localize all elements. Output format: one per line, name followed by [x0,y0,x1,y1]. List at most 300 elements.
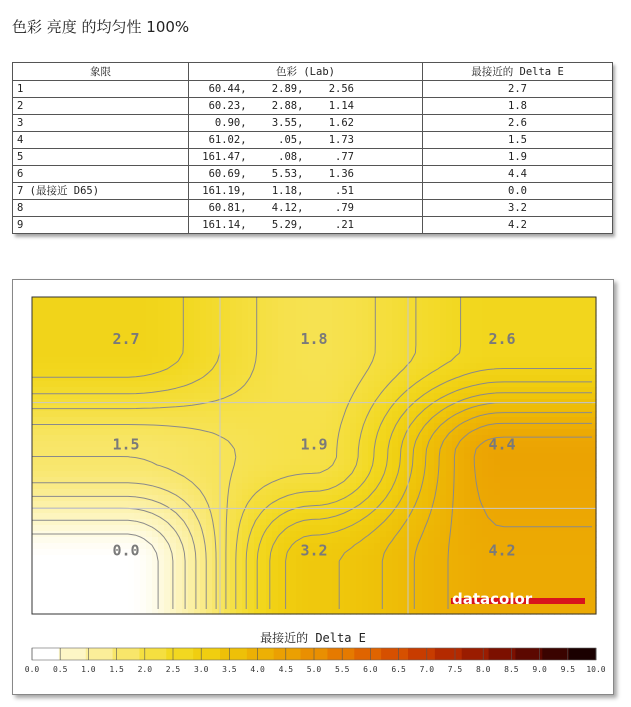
heatmap-pixel [464,423,471,430]
heatmap-pixel [314,429,321,436]
heatmap-pixel [446,315,453,322]
heatmap-pixel [458,297,465,304]
heatmap-pixel [38,417,45,424]
heatmap-pixel [392,513,399,520]
heatmap-pixel [410,561,417,568]
heatmap-pixel [554,471,561,478]
heatmap-pixel [518,537,525,544]
heatmap-pixel [278,555,285,562]
heatmap-pixel [98,345,105,352]
heatmap-pixel [344,393,351,400]
heatmap-pixel [248,597,255,604]
heatmap-pixel [566,531,573,538]
heatmap-pixel [44,333,51,340]
heatmap-pixel [86,573,93,580]
heatmap-pixel [62,357,69,364]
heatmap-pixel [506,567,513,574]
heatmap-pixel [566,501,573,508]
heatmap-pixel [80,441,87,448]
heatmap-pixel [212,561,219,568]
heatmap-pixel [542,555,549,562]
heatmap-pixel [74,465,81,472]
heatmap-pixel [578,315,585,322]
heatmap-pixel [248,543,255,550]
heatmap-pixel [566,375,573,382]
heatmap-pixel [56,429,63,436]
heatmap-pixel [170,351,177,358]
heatmap-pixel [140,531,147,538]
heatmap-pixel [266,495,273,502]
heatmap-pixel [410,531,417,538]
heatmap-pixel [302,429,309,436]
heatmap-pixel [398,459,405,466]
heatmap-pixel [260,567,267,574]
heatmap-pixel [560,531,567,538]
heatmap-pixel [464,345,471,352]
heatmap-pixel [326,381,333,388]
cell-lab: 60.23, 2.88, 1.14 [189,98,423,115]
heatmap-pixel [176,567,183,574]
heatmap-pixel [440,375,447,382]
heatmap-pixel [86,489,93,496]
lab-table [12,62,613,234]
heatmap-pixel [236,363,243,370]
heatmap-pixel [482,483,489,490]
heatmap-pixel [44,327,51,334]
heatmap-pixel [158,327,165,334]
heatmap-pixel [164,561,171,568]
heatmap-pixel [506,459,513,466]
heatmap-pixel [314,567,321,574]
heatmap-pixel [560,585,567,592]
heatmap-pixel [464,339,471,346]
heatmap-pixel [242,387,249,394]
heatmap-pixel [380,321,387,328]
cell-delta-e: 2.6 [423,115,613,132]
heatmap-pixel [536,495,543,502]
heatmap-pixel [476,321,483,328]
heatmap-pixel [260,561,267,568]
heatmap-pixel [62,549,69,556]
heatmap-pixel [482,453,489,460]
heatmap-pixel [368,585,375,592]
heatmap-pixel [260,405,267,412]
heatmap-pixel [494,351,501,358]
heatmap-pixel [224,585,231,592]
heatmap-pixel [98,561,105,568]
heatmap-pixel [518,327,525,334]
heatmap-pixel [428,303,435,310]
heatmap-pixel [518,435,525,442]
heatmap-pixel [188,603,195,610]
heatmap-pixel [98,369,105,376]
heatmap-pixel [554,339,561,346]
heatmap-pixel [128,603,135,610]
heatmap-pixel [62,369,69,376]
heatmap-pixel [182,411,189,418]
heatmap-pixel [254,411,261,418]
heatmap-pixel [524,345,531,352]
heatmap-pixel [332,489,339,496]
heatmap-pixel [266,339,273,346]
cell-lab: 60.44, 2.89, 2.56 [189,81,423,98]
heatmap-pixel [392,375,399,382]
heatmap-pixel [548,315,555,322]
heatmap-pixel [56,579,63,586]
heatmap-pixel [476,315,483,322]
heatmap-pixel [32,459,39,466]
heatmap-pixel [290,351,297,358]
heatmap-pixel [464,333,471,340]
heatmap-pixel [488,501,495,508]
heatmap-pixel [440,333,447,340]
heatmap-pixel [332,579,339,586]
heatmap-pixel [266,369,273,376]
heatmap-pixel [236,573,243,580]
heatmap-pixel [554,573,561,580]
heatmap-pixel [530,519,537,526]
heatmap-pixel [398,345,405,352]
heatmap-pixel [188,339,195,346]
heatmap-pixel [206,453,213,460]
heatmap-pixel [434,363,441,370]
heatmap-pixel [572,369,579,376]
cell-quadrant: 5 [13,149,189,166]
heatmap-pixel [488,471,495,478]
heatmap-pixel [362,381,369,388]
heatmap-pixel [56,471,63,478]
heatmap-pixel [470,573,477,580]
heatmap-pixel [560,435,567,442]
heatmap-pixel [278,447,285,454]
heatmap-pixel [584,429,591,436]
heatmap-pixel [560,321,567,328]
heatmap-pixel [74,459,81,466]
heatmap-pixel [344,363,351,370]
heatmap-pixel [248,423,255,430]
table-row [13,132,613,149]
heatmap-pixel [578,393,585,400]
heatmap-pixel [266,351,273,358]
heatmap-pixel [542,501,549,508]
heatmap-pixel [200,561,207,568]
heatmap-pixel [404,453,411,460]
heatmap-pixel [38,387,45,394]
heatmap-pixel [566,417,573,424]
heatmap-pixel [458,525,465,532]
heatmap-pixel [254,453,261,460]
heatmap-pixel [320,387,327,394]
heatmap-pixel [566,555,573,562]
heatmap-pixel [44,591,51,598]
heatmap-pixel [386,351,393,358]
heatmap-pixel [536,375,543,382]
heatmap-pixel [506,375,513,382]
heatmap-pixel [98,417,105,424]
heatmap-pixel [440,465,447,472]
heatmap-pixel [32,483,39,490]
heatmap-pixel [440,603,447,610]
heatmap-pixel [536,519,543,526]
heatmap-pixel [128,297,135,304]
heatmap-pixel [464,543,471,550]
heatmap-pixel [86,333,93,340]
heatmap-pixel [416,333,423,340]
heatmap-pixel [542,567,549,574]
heatmap-pixel [272,459,279,466]
heatmap-pixel [464,351,471,358]
heatmap-pixel [158,555,165,562]
heatmap-pixel [428,453,435,460]
heatmap-pixel [140,513,147,520]
heatmap-pixel [326,417,333,424]
heatmap-pixel [308,579,315,586]
heatmap-pixel [524,453,531,460]
heatmap-pixel [368,591,375,598]
heatmap-pixel [362,297,369,304]
heatmap-pixel [158,537,165,544]
heatmap-pixel [530,447,537,454]
heatmap-pixel [560,477,567,484]
heatmap-pixel [104,567,111,574]
heatmap-pixel [44,549,51,556]
heatmap-pixel [170,321,177,328]
heatmap-pixel [224,459,231,466]
heatmap-pixel [404,303,411,310]
heatmap-pixel [344,465,351,472]
heatmap-pixel [212,465,219,472]
heatmap-pixel [230,501,237,508]
heatmap-pixel [344,603,351,610]
heatmap-pixel [446,567,453,574]
heatmap-pixel [32,465,39,472]
heatmap-pixel [278,519,285,526]
heatmap-pixel [380,345,387,352]
heatmap-pixel [278,531,285,538]
heatmap-pixel [572,501,579,508]
heatmap-pixel [80,423,87,430]
heatmap-pixel [506,351,513,358]
heatmap-pixel [404,321,411,328]
heatmap-pixel [260,453,267,460]
heatmap-pixel [86,369,93,376]
heatmap-pixel [428,339,435,346]
heatmap-pixel [212,387,219,394]
heatmap-pixel [356,417,363,424]
heatmap-pixel [164,555,171,562]
heatmap-pixel [374,519,381,526]
heatmap-pixel [218,525,225,532]
heatmap-pixel [356,525,363,532]
heatmap-pixel [434,537,441,544]
heatmap-pixel [320,453,327,460]
heatmap-pixel [572,543,579,550]
heatmap-pixel [140,297,147,304]
heatmap-pixel [512,405,519,412]
heatmap-pixel [158,357,165,364]
heatmap-pixel [104,561,111,568]
heatmap-pixel [44,351,51,358]
heatmap-pixel [362,483,369,490]
heatmap-pixel [500,453,507,460]
heatmap-pixel [230,423,237,430]
heatmap-pixel [164,333,171,340]
heatmap-pixel [374,585,381,592]
heatmap-pixel [560,537,567,544]
heatmap-pixel [284,555,291,562]
heatmap-pixel [458,309,465,316]
heatmap-pixel [206,579,213,586]
heatmap-pixel [206,381,213,388]
heatmap-pixel [278,315,285,322]
heatmap-pixel [560,483,567,490]
heatmap-pixel [92,339,99,346]
heatmap-pixel [374,357,381,364]
heatmap-pixel [146,303,153,310]
heatmap-pixel [566,435,573,442]
heatmap-pixel [284,573,291,580]
heatmap-pixel [452,459,459,466]
heatmap-pixel [194,351,201,358]
heatmap-pixel [350,405,357,412]
heatmap-pixel [554,297,561,304]
heatmap-pixel [206,411,213,418]
heatmap-pixel [398,327,405,334]
heatmap-pixel [38,333,45,340]
heatmap-pixel [308,387,315,394]
heatmap-pixel [140,321,147,328]
heatmap-pixel [284,417,291,424]
heatmap-pixel [434,531,441,538]
heatmap-pixel [140,327,147,334]
cell-delta-e: 1.5 [423,132,613,149]
heatmap-pixel [272,351,279,358]
heatmap-pixel [578,483,585,490]
heatmap-pixel [554,561,561,568]
heatmap-pixel [128,465,135,472]
heatmap-pixel [566,441,573,448]
heatmap-pixel [530,441,537,448]
heatmap-pixel [290,429,297,436]
heatmap-pixel [278,483,285,490]
heatmap-pixel [92,423,99,430]
heatmap-pixel [584,435,591,442]
heatmap-pixel [116,465,123,472]
heatmap-pixel [74,375,81,382]
heatmap-pixel [230,369,237,376]
heatmap-pixel [188,501,195,508]
heatmap-pixel [122,303,129,310]
heatmap-pixel [110,585,117,592]
heatmap-pixel [584,375,591,382]
heatmap-pixel [104,387,111,394]
heatmap-pixel [98,315,105,322]
heatmap-pixel [398,585,405,592]
heatmap-pixel [188,495,195,502]
heatmap-pixel [332,561,339,568]
heatmap-pixel [212,567,219,574]
heatmap-pixel [212,525,219,532]
heatmap-pixel [134,321,141,328]
heatmap-pixel [98,339,105,346]
heatmap-pixel [158,345,165,352]
heatmap-pixel [344,591,351,598]
heatmap-pixel [248,459,255,466]
heatmap-pixel [440,501,447,508]
heatmap-pixel [422,471,429,478]
heatmap-pixel [446,429,453,436]
heatmap-pixel [452,369,459,376]
heatmap-pixel [302,477,309,484]
heatmap-pixel [584,345,591,352]
heatmap-pixel [260,387,267,394]
heatmap-pixel [176,393,183,400]
heatmap-pixel [548,303,555,310]
heatmap-pixel [104,363,111,370]
heatmap-pixel [236,333,243,340]
heatmap-pixel [332,339,339,346]
heatmap-pixel [404,417,411,424]
heatmap-pixel [470,453,477,460]
heatmap-pixel [284,369,291,376]
heatmap-pixel [32,411,39,418]
heatmap-pixel [32,303,39,310]
heatmap-pixel [296,351,303,358]
heatmap-pixel [404,441,411,448]
heatmap-pixel [56,303,63,310]
heatmap-pixel [380,357,387,364]
heatmap-pixel [134,585,141,592]
heatmap-pixel [398,339,405,346]
heatmap-pixel [164,405,171,412]
heatmap-pixel [548,525,555,532]
heatmap-pixel [98,591,105,598]
heatmap-pixel [218,411,225,418]
heatmap-pixel [74,423,81,430]
heatmap-pixel [476,465,483,472]
heatmap-pixel [254,501,261,508]
heatmap-pixel [416,555,423,562]
heatmap-pixel [386,519,393,526]
heatmap-pixel [506,495,513,502]
heatmap-pixel [296,483,303,490]
heatmap-pixel [194,579,201,586]
heatmap-pixel [278,333,285,340]
heatmap-pixel [254,375,261,382]
heatmap-pixel [290,495,297,502]
heatmap-pixel [398,513,405,520]
heatmap-pixel [158,381,165,388]
heatmap-pixel [290,567,297,574]
heatmap-pixel [548,357,555,364]
heatmap-pixel [368,429,375,436]
heatmap-pixel [332,447,339,454]
heatmap-pixel [356,531,363,538]
heatmap-pixel [458,345,465,352]
heatmap-pixel [104,591,111,598]
heatmap-pixel [32,357,39,364]
heatmap-pixel [38,549,45,556]
heatmap-pixel [284,423,291,430]
heatmap-pixel [314,465,321,472]
heatmap-pixel [260,597,267,604]
heatmap-pixel [248,453,255,460]
heatmap-pixel [392,567,399,574]
heatmap-pixel [380,501,387,508]
heatmap-pixel [536,321,543,328]
heatmap-pixel [422,537,429,544]
heatmap-pixel [224,453,231,460]
